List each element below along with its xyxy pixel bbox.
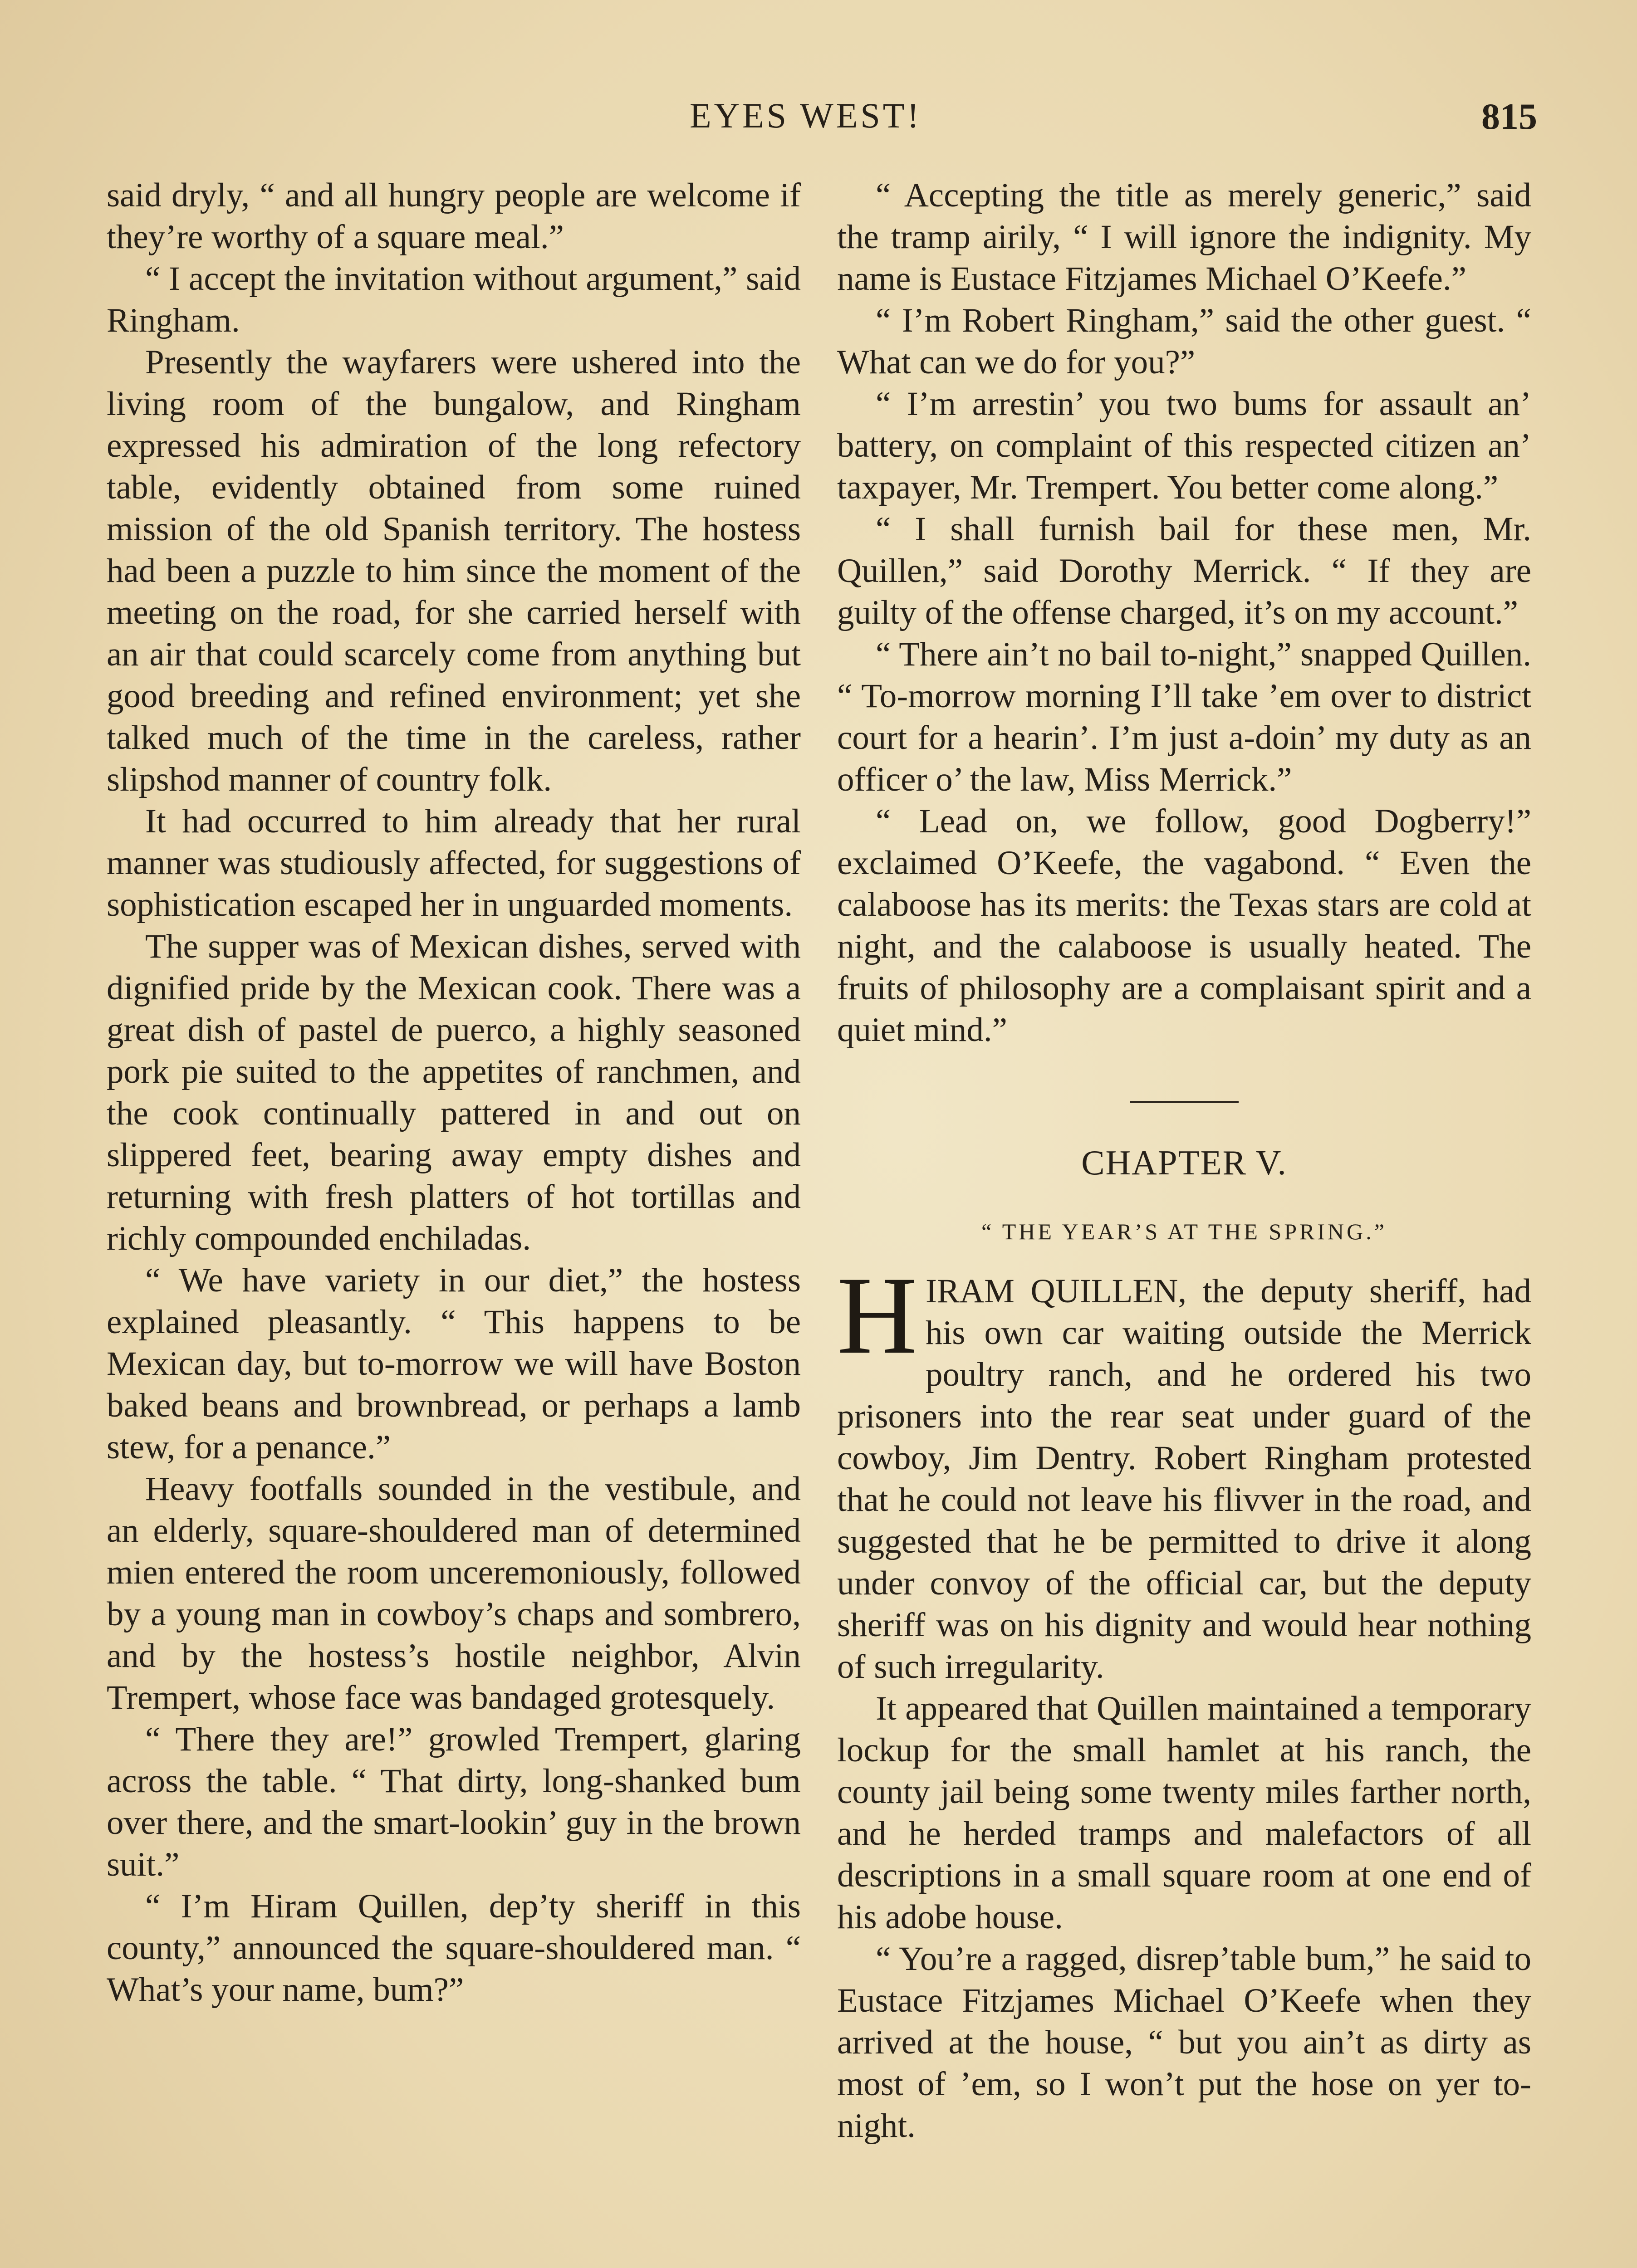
paragraph: “ I’m arrestin’ you two bums for assault an’ battery, on complaint of this respected citizen an’ taxpayer, Mr. Trempert. You better come along.” [837, 385, 1531, 506]
paragraph: Presently the wayfarers were ushered into the living room of the bungalow, and Ringham expressed his admiration of the long refectory table, evidently obtained from some ruined mission of the old Spanish territory. The hostess had been a puzzle to him since the moment of the meeting on the road, for she carried herself with an air that could scarcely come from anything but good breeding and refined environment; yet she talked much of the time in the careless, rather slipshod manner of country folk. [107, 343, 801, 798]
chapter-first-paragraph-text: IRAM QUILLEN, the deputy sheriff, had his own car waiting outside the Merrick poultry ranch, and he ordered his two prisoners into the rear seat under guard of the cowboy, Jim Dentry. Robert Ringham protested that he could not leave his flivver in the road, and suggested that he be permitted to drive it along under convoy of the official car, but the deputy sheriff was on his dignity and would hear nothing of such irregularity. [837, 1272, 1531, 1686]
paragraph: “ I accept the invitation without argument,” said Ringham. [107, 260, 801, 339]
paragraph: The supper was of Mexican dishes, served with dignified pride by the Mexican cook. There was a great dish of pastel de puerco, a highly seasoned pork pie suited to the appetites of ranchmen, and the cook continually pattered in and out on slippered feet, bearing away empty dishes and returning with fresh platters of hot tortillas and richly compounded enchiladas. [107, 928, 801, 1257]
paragraph: It had occurred to him already that her rural manner was studiously affected, for suggestions of sophistication escaped her in unguarded moments. [107, 802, 801, 924]
drop-cap: H [837, 1254, 917, 1377]
paragraph: “ I shall furnish bail for these men, Mr. Quillen,” said Dorothy Merrick. “ If they are guilty of the offense charged, it’s on my account.” [837, 510, 1531, 631]
page-header [690, 95, 1537, 145]
paragraph: It appeared that Quillen maintained a temporary lockup for the small hamlet at his ranch, the county jail being some twenty miles farther north, and he herded tramps and malefactors of all descriptions in a small square room at one end of his adobe house. [837, 1690, 1531, 1936]
paragraph: “ I’m Hiram Quillen, dep’ty sheriff in this county,” announced the square-shouldered man. “ What’s your name, bum?” [107, 1887, 801, 2009]
paragraph: “ There ain’t no bail to-night,” snapped Quillen. “ To-morrow morning I’ll take ’em over to district court for a hearin’. I’m just a-doin’ my duty as an officer o’ the law, Miss Merrick.” [837, 635, 1531, 798]
chapter-subtitle: “ THE YEAR’S AT THE SPRING.” [981, 1219, 1387, 1244]
page-number: 815 [1481, 96, 1537, 137]
left-column [107, 175, 801, 2011]
chapter-first-paragraph [837, 1254, 1531, 1688]
chapter-title: CHAPTER V. [1081, 1143, 1287, 1182]
paragraph: “ There they are!” growled Trempert, glaring across the table. “ That dirty, long-shanked bum over there, and the smart-lookin’ guy in the brown suit.” [107, 1721, 801, 1883]
paragraph: “ You’re a ragged, disrep’table bum,” he said to Eustace Fitzjames Michael O’Keefe when they arrived at the house, “ but you ain’t as dirty as most of ’em, so I won’t put the hose on yer to-night. [837, 1940, 1531, 2145]
right-column [837, 175, 1531, 2147]
paragraph: “ Lead on, we follow, good Dogberry!” exclaimed O’Keefe, the vagabond. “ Even the calaboose has its merits: the Texas stars are cold at night, and the calaboose is usually heated. The fruits of philosophy are a complaisant spirit and a quiet mind.” [837, 802, 1531, 1049]
paragraph: Heavy footfalls sounded in the vestibule, and an elderly, square-shouldered man of determined mien entered the room unceremoniously, followed by a young man in cowboy’s chaps and sombrero, and by the hostess’s hostile neighbor, Alvin Trempert, whose face was bandaged grotesquely. [107, 1470, 801, 1716]
paragraph: said dryly, “ and all hungry people are welcome if they’re worthy of a square meal.” [107, 176, 801, 256]
paragraph: “ Accepting the title as merely generic,” said the tramp airily, “ I will ignore the indignity. My name is Eustace Fitzjames Michael O’Keefe.” [837, 176, 1531, 298]
section-divider [1130, 1101, 1239, 1103]
running-title: EYES WEST! [690, 96, 922, 135]
paragraph: “ I’m Robert Ringham,” said the other guest. “ What can we do for you?” [837, 302, 1531, 381]
paragraph: “ We have variety in our diet,” the hostess explained pleasantly. “ This happens to be Mexican day, but to-morrow we will have Boston baked beans and brownbread, or perhaps a lamb stew, for a penance.” [107, 1261, 801, 1466]
